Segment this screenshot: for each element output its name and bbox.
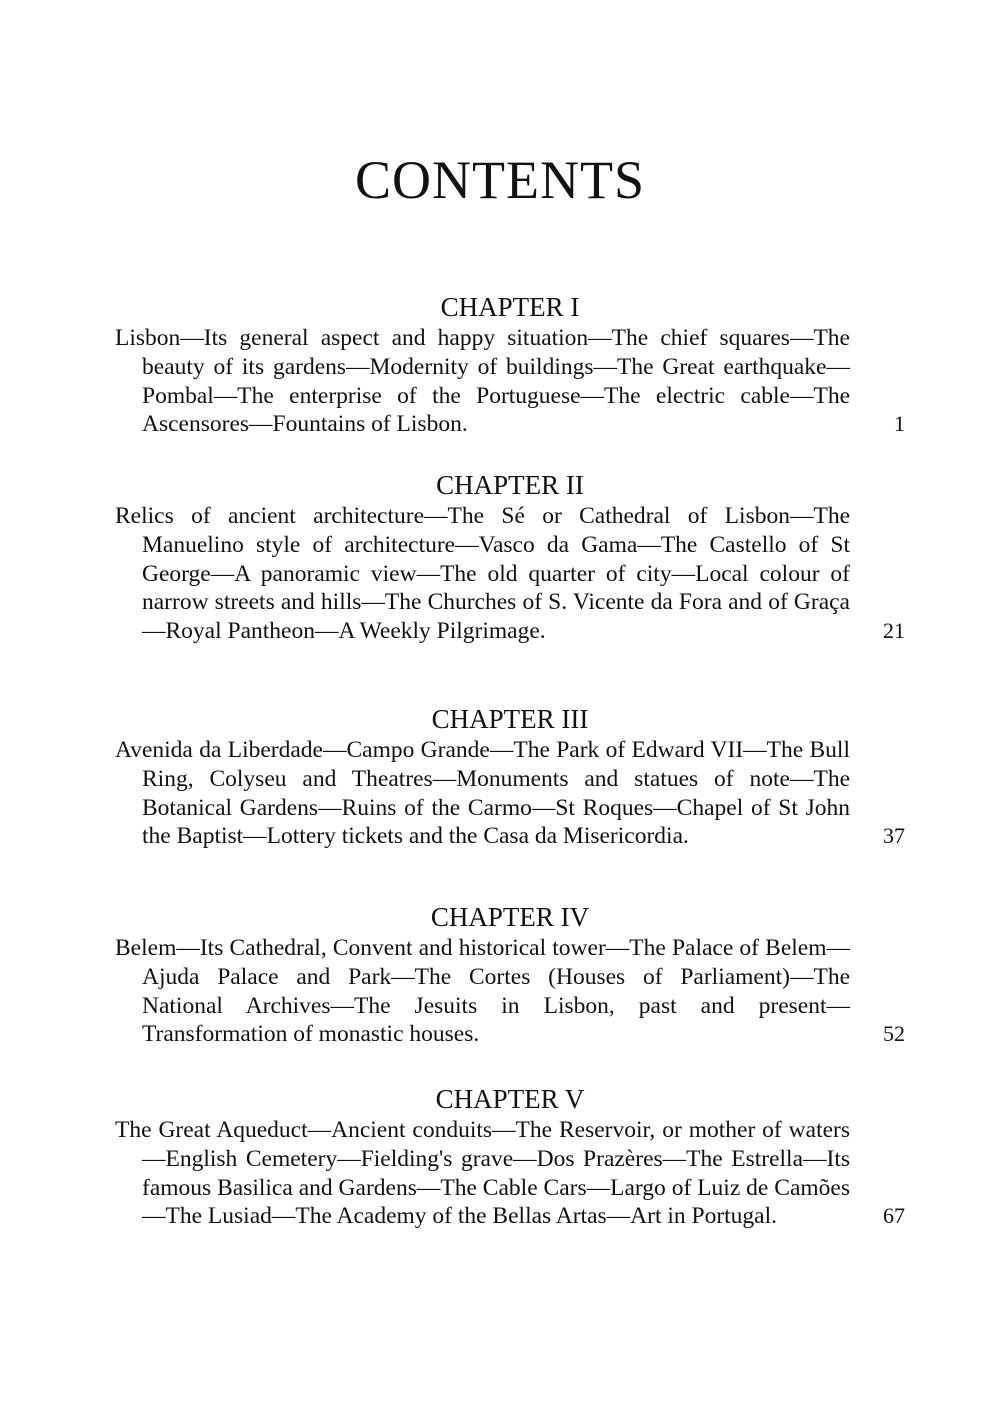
- page-number: 52: [883, 1021, 905, 1047]
- page-number: 67: [883, 1203, 905, 1229]
- chapter-heading: CHAPTER V: [435, 1084, 585, 1114]
- chapter-summary: The Great Aqueduct—Ancient conduits—The Reservoir, or mother of waters—English Cemetery—Fielding's grave—Dos Prazères—The Estrella—Its famous Basilica and Gardens—The Cable Cars—Largo of Luiz de Camões—The Lusiad—The Academy of the Bellas Artas—Art in Portugal.: [115, 1117, 850, 1230]
- chapter-1: [115, 290, 905, 439]
- page-title: CONTENTS: [355, 150, 645, 210]
- chapter-summary: Relics of ancient architecture—The Sé or Cathedral of Lisbon—The Manuelino style of architecture—Vasco da Gama—The Castello of St George—A panoramic view—The old quarter of city—Local colour of narrow streets and hills—The Churches of S. Vicente da Fora and of Graça—Royal Pantheon—A Weekly Pilgrimage.: [115, 503, 850, 645]
- chapter-4: [115, 900, 905, 1049]
- chapter-summary: Lisbon—Its general aspect and happy situation—The chief squares—The beauty of its gardens—Modernity of buildings—The Great earthquake—Pombal—The enterprise of the Portuguese—The electric cable—The Ascensores—Fountains of Lisbon.: [115, 325, 850, 438]
- page-number: 37: [883, 823, 905, 849]
- chapter-entry: [115, 1116, 905, 1231]
- chapter-entry: [115, 934, 905, 1049]
- chapter-heading: CHAPTER III: [431, 704, 589, 734]
- chapter-heading: CHAPTER I: [440, 292, 580, 322]
- chapter-5: [115, 1082, 905, 1231]
- chapter-entry: [115, 324, 905, 439]
- chapter-heading: CHAPTER IV: [430, 902, 590, 932]
- chapter-heading: CHAPTER II: [436, 470, 584, 500]
- page-number: 1: [894, 411, 905, 437]
- chapter-entry: [115, 736, 905, 851]
- chapter-entry: [115, 502, 905, 646]
- chapter-summary: Belem—Its Cathedral, Convent and historical tower—The Palace of Belem—Ajuda Palace and Park—The Cortes (Houses of Parliament)—The National Archives—The Jesuits in Lisbon, past and present—Transformation of monastic houses.: [115, 935, 850, 1048]
- chapter-2: [115, 468, 905, 646]
- chapter-summary: Avenida da Liberdade—Campo Grande—The Park of Edward VII—The Bull Ring, Colyseu and Theatres—Monuments and statues of note—The Botanical Gardens—Ruins of the Carmo—St Roques—Chapel of St John the Baptist—Lottery tickets and the Casa da Misericordia.: [115, 737, 850, 850]
- chapter-3: [115, 702, 905, 851]
- page-number: 21: [883, 618, 905, 644]
